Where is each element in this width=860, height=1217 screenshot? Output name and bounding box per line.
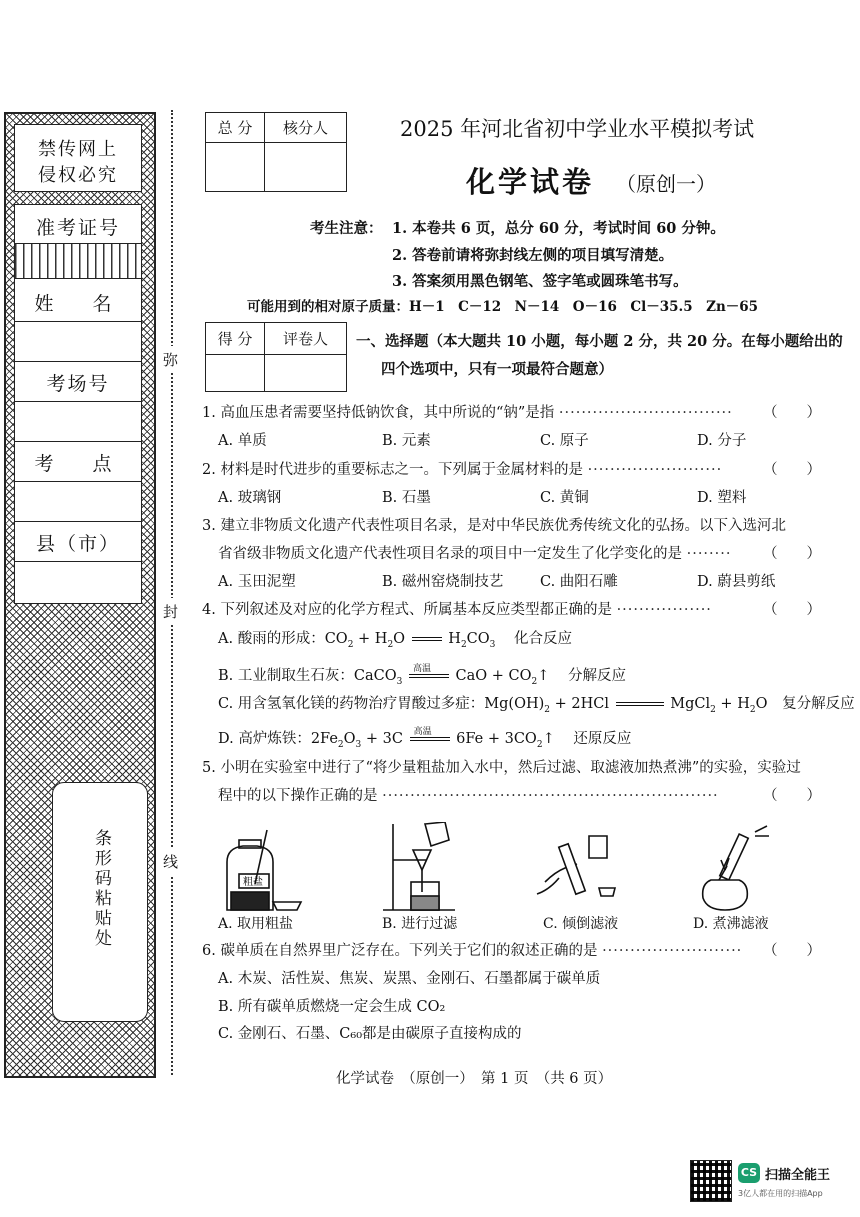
q1-option-b: B. 元素 [382, 433, 431, 449]
section1-line-1: 一、选择题（本大题共 10 小题，每小题 2 分，共 20 分。在每小题给出的 [356, 333, 843, 350]
exam-id-label: 准考证号 [35, 217, 120, 239]
reviewer-cell[interactable] [265, 143, 347, 192]
q3-option-a: A. 玉田泥塑 [218, 574, 296, 590]
q3-option-c: C. 曲阳石雕 [540, 574, 618, 590]
qr-code [690, 1160, 732, 1202]
atomic-masses: 可能用到的相对原子质量：H－1 C－12 N－14 O－16 Cl－35.5 Zn－65 [247, 299, 759, 315]
q6-stem: 6. 碳单质在自然界里广泛存在。下列关于它们的叙述正确的是 ························· [202, 943, 743, 959]
q5-option-c: C. 倾倒滤液 [543, 916, 619, 932]
q5-stem-line-2: 程中的以下操作正确的是 ···························································· [218, 788, 719, 804]
q4-option-b: B. 工业制取生石灰：CaCO$_3$ 高温 CaO + $CO_2↑$ 分解反应 [218, 664, 626, 687]
q3-option-b: B. 磁州窑烧制技艺 [382, 574, 504, 590]
scanner-brand: 扫描全能王 [765, 1168, 831, 1183]
seal-dotted-line [171, 110, 173, 1075]
q5-option-d: D. 煮沸滤液 [693, 916, 769, 932]
notice-item-2: 2. 答卷前请将弥封线左侧的项目填写清楚。 [392, 247, 674, 264]
q4-c-label: C. 用含氢氧化镁的药物治疗胃酸过多症： [218, 696, 485, 712]
stamp-line-2: 侵权必究 [38, 165, 118, 186]
q4-b-label: B. 工业制取生石灰： [218, 668, 354, 684]
q3-stem-line-1: 3. 建立非物质文化遗产代表性项目名录，是对中华民族优秀传统文化的弘扬。以下入选河北 [202, 518, 786, 534]
stamp-line-1: 禁传网上 [38, 139, 118, 160]
name-field[interactable] [15, 322, 141, 362]
exam-site-label: 考 点 [34, 453, 122, 475]
exam-room-field[interactable] [15, 402, 141, 442]
q6-option-c: C. 金刚石、石墨、C₆₀都是由碳原子直接构成的 [218, 1026, 522, 1042]
q4-c-type: 复分解反应 [782, 696, 855, 712]
q1-stem-text: 1. 高血压患者需要坚持低钠饮食，其中所说的“钠”是指 [202, 405, 555, 421]
edition-label: （原创一） [616, 172, 716, 196]
q4-d-condition: 高温 [413, 727, 432, 737]
q4-b-type: 分解反应 [568, 668, 627, 684]
subject-title: 化学试卷 [466, 165, 595, 199]
notice-item-1: 1. 本卷共 6 页，总分 60 分，考试时间 60 分钟。 [392, 220, 725, 237]
binding-strip [4, 112, 156, 1078]
q1-stem: 1. 高血压患者需要坚持低钠饮食，其中所说的“钠”是指 ······························· [202, 405, 733, 421]
q6-option-a: A. 木炭、活性炭、焦炭、炭黑、金刚石、石墨都属于碳单质 [218, 971, 601, 987]
jar-label: 粗盐 [243, 877, 263, 888]
notice-label: 考生注意： [310, 220, 383, 237]
barcode-label: 条形码粘贴处 [91, 829, 111, 949]
seal-char-xian: 线 [163, 848, 178, 875]
section-reviewer-header: 评卷人 [265, 323, 347, 355]
exam-room-label: 考场号 [46, 373, 110, 395]
reviewer-header: 核分人 [265, 113, 347, 143]
q6-answer-paren[interactable]: （ ） [763, 943, 821, 959]
pouring-illustration [537, 836, 615, 896]
q1-option-c: C. 原子 [540, 433, 589, 449]
q6-option-b: B. 所有碳单质燃烧一定会生成 CO₂ [218, 999, 446, 1015]
q2-option-a: A. 玻璃钢 [218, 490, 282, 506]
q5-answer-paren[interactable]: （ ） [763, 788, 821, 804]
q5-illustrations [215, 822, 815, 914]
total-score-table [205, 112, 347, 192]
q4-answer-paren[interactable]: （ ） [763, 602, 821, 618]
page-footer: 化学试卷 （原创一） 第 1 页 （共 6 页） [336, 1071, 613, 1087]
q3-answer-paren[interactable]: （ ） [763, 546, 821, 562]
q5-stem-line-1: 5. 小明在实验室中进行了“将少量粗盐加入水中，然后过滤、取滤液加热煮沸”的实验，实验过 [202, 760, 801, 776]
q3-option-d: D. 蔚县剪纸 [697, 574, 776, 590]
county-label: 县（市） [35, 533, 120, 555]
section-score-cell[interactable] [206, 355, 265, 392]
barcode-area [52, 782, 148, 1022]
q2-option-c: C. 黄铜 [540, 490, 589, 506]
q4-d-type: 还原反应 [573, 731, 632, 747]
q2-option-d: D. 塑料 [697, 490, 747, 506]
q4-d-label: D. 高炉炼铁： [218, 731, 311, 747]
q2-answer-paren[interactable]: （ ） [763, 462, 821, 478]
q4-option-c: C. 用含氢氧化镁的药物治疗胃酸过多症：$Mg(OH)_2 + 2HCl$ MgCl$_2$ + $H_2O$ 复分解反应 [218, 696, 855, 715]
section-score-header: 得 分 [206, 323, 265, 355]
q2-stem-text: 2. 材料是时代进步的重要标志之一。下列属于金属材料的是 [202, 462, 583, 478]
candidate-info-box [14, 204, 142, 604]
q4-a-type: 化合反应 [514, 631, 572, 647]
q4-option-a: A. 酸雨的形成：$CO_2 + H_2O$ $H_2CO_3$ 化合反应 [218, 631, 572, 650]
boiling-illustration [703, 826, 769, 910]
jar-illustration [227, 830, 301, 910]
q5-option-b: B. 进行过滤 [382, 916, 458, 932]
total-score-header: 总 分 [206, 113, 265, 143]
q1-option-a: A. 单质 [218, 433, 267, 449]
section-score-table [205, 322, 347, 392]
scanner-tagline: 3亿人都在用的扫描App [738, 1189, 823, 1198]
q1-option-d: D. 分子 [697, 433, 747, 449]
q1-answer-paren[interactable]: （ ） [763, 405, 821, 421]
q6-stem-text: 6. 碳单质在自然界里广泛存在。下列关于它们的叙述正确的是 [202, 943, 598, 959]
q4-b-condition: 高温 [412, 664, 431, 674]
name-label: 姓 名 [34, 293, 122, 315]
filtration-illustration [383, 822, 455, 910]
q5-option-a: A. 取用粗盐 [218, 916, 294, 932]
q5-stem-text: 程中的以下操作正确的是 [218, 788, 378, 804]
section-reviewer-cell[interactable] [265, 355, 347, 392]
copyright-stamp [14, 124, 142, 192]
seal-char-mi: 弥 [163, 346, 178, 373]
section1-line-2: 四个选项中，只有一项最符合题意） [381, 361, 613, 378]
county-field[interactable] [15, 562, 141, 602]
q4-option-d: D. 高炉炼铁：$2Fe_2O_3 + 3C$ 高温 $6Fe + 3CO_2↑$ 还原反应 [218, 727, 631, 750]
q4-stem-text: 4. 下列叙述及对应的化学方程式、所属基本反应类型都正确的是 [202, 602, 612, 618]
notice-item-3: 3. 答案须用黑色钢笔、签字笔或圆珠笔书写。 [392, 273, 688, 290]
total-score-cell[interactable] [206, 143, 265, 192]
q3-stem-line-2: 省省级非物质文化遗产代表性项目名录的项目中一定发生了化学变化的是 ········ [218, 546, 732, 562]
exam-id-field[interactable] [15, 244, 141, 279]
seal-char-feng: 封 [163, 598, 178, 625]
q2-stem: 2. 材料是时代进步的重要标志之一。下列属于金属材料的是 ························ [202, 462, 723, 478]
exam-site-field[interactable] [15, 482, 141, 522]
q2-option-b: B. 石墨 [382, 490, 431, 506]
q3-stem-text: 省省级非物质文化遗产代表性项目名录的项目中一定发生了化学变化的是 [218, 546, 682, 562]
q4-a-label: A. 酸雨的形成： [218, 631, 325, 647]
scanner-logo: CS [738, 1163, 760, 1183]
q4-stem: 4. 下列叙述及对应的化学方程式、所属基本反应类型都正确的是 ················· [202, 602, 712, 618]
exam-title: 2025 年河北省初中学业水平模拟考试 [400, 117, 755, 141]
